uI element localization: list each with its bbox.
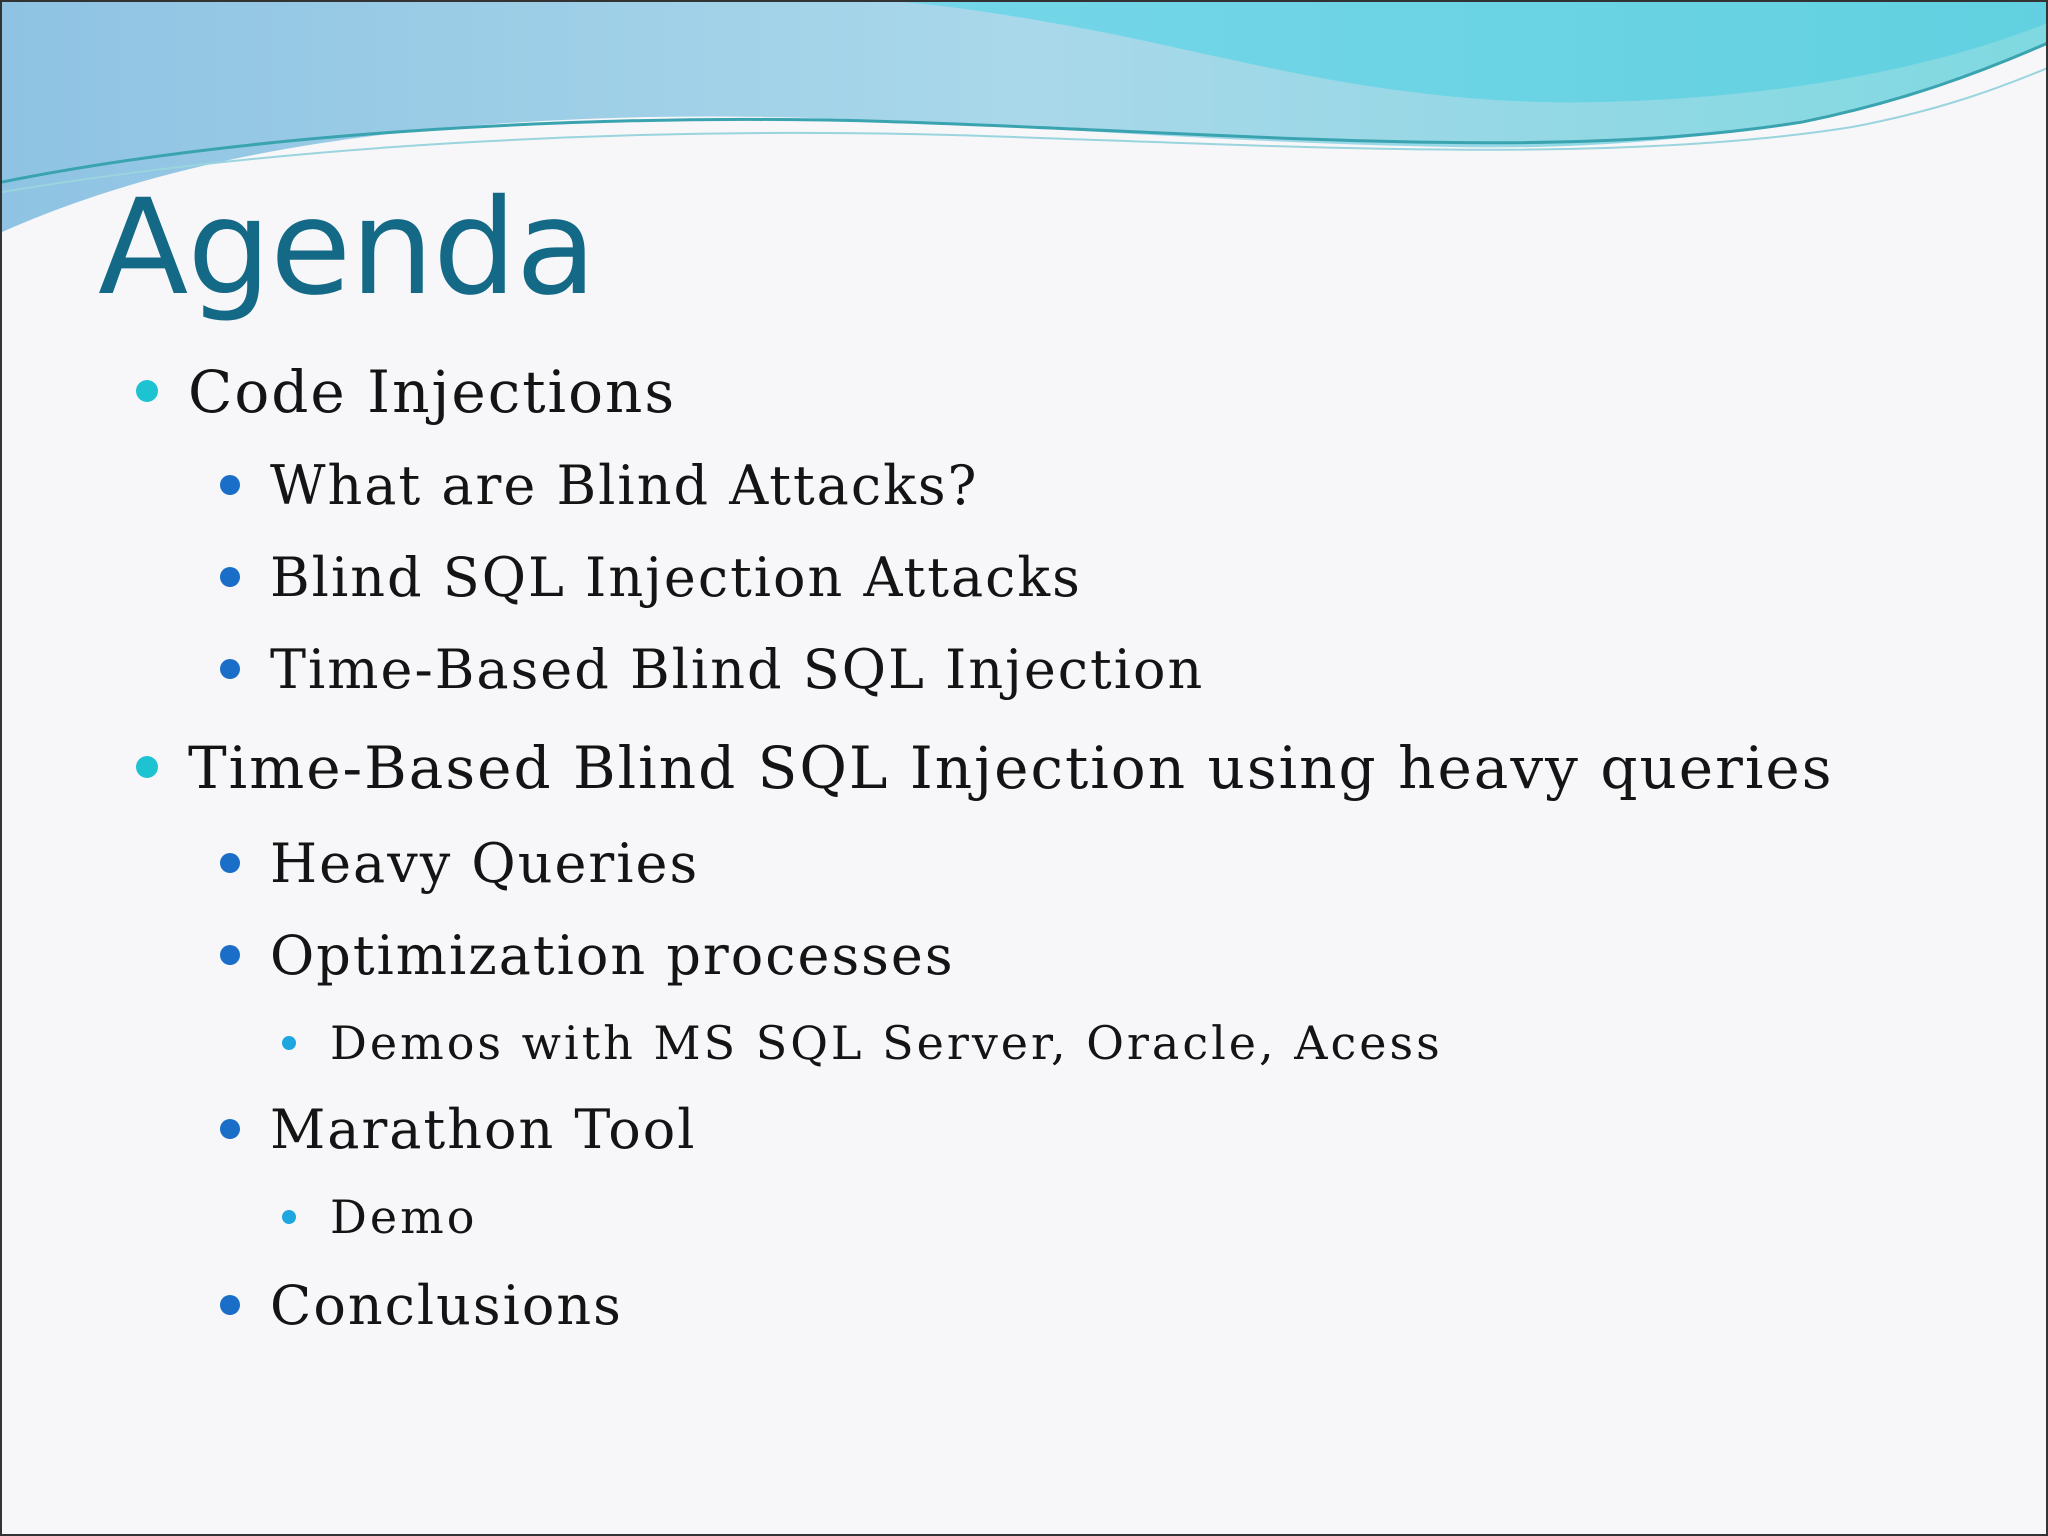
list-item [270, 638, 1204, 701]
bullet-icon [220, 945, 240, 965]
list-item-label: Conclusions [270, 1274, 623, 1337]
list-item-label: Heavy Queries [270, 832, 700, 895]
list-item [270, 1098, 697, 1161]
list-item [270, 546, 1082, 609]
list-item-label: Time-Based Blind SQL Injection using heavy queries [188, 734, 1834, 802]
bullet-icon [136, 380, 158, 402]
agenda-list [2, 2, 2048, 1536]
list-item [330, 1190, 477, 1244]
bullet-icon [220, 475, 240, 495]
bullet-icon [220, 567, 240, 587]
bullet-icon [220, 1295, 240, 1315]
list-item [188, 358, 676, 426]
list-item [270, 1274, 623, 1337]
bullet-icon [220, 853, 240, 873]
list-item [270, 924, 955, 987]
bullet-icon [282, 1036, 296, 1050]
list-item-label: Time-Based Blind SQL Injection [270, 638, 1205, 701]
list-item [330, 1016, 1443, 1070]
bullet-icon [220, 1119, 240, 1139]
bullet-icon [282, 1210, 296, 1224]
bullet-icon [136, 756, 158, 778]
slide-title: Agenda [98, 171, 596, 325]
bullet-icon [220, 659, 240, 679]
list-item [188, 734, 1834, 802]
list-item-label: Marathon Tool [270, 1098, 697, 1161]
list-item-label: Demo [330, 1190, 478, 1244]
list-item-label: Optimization processes [270, 924, 955, 987]
list-item [270, 454, 978, 517]
list-item-label: Code Injections [188, 358, 677, 426]
list-item-label: Blind SQL Injection Attacks [270, 546, 1082, 609]
list-item-label: Demos with MS SQL Server, Oracle, Acess [330, 1016, 1443, 1070]
list-item-label: What are Blind Attacks? [270, 454, 979, 517]
list-item [270, 832, 699, 895]
